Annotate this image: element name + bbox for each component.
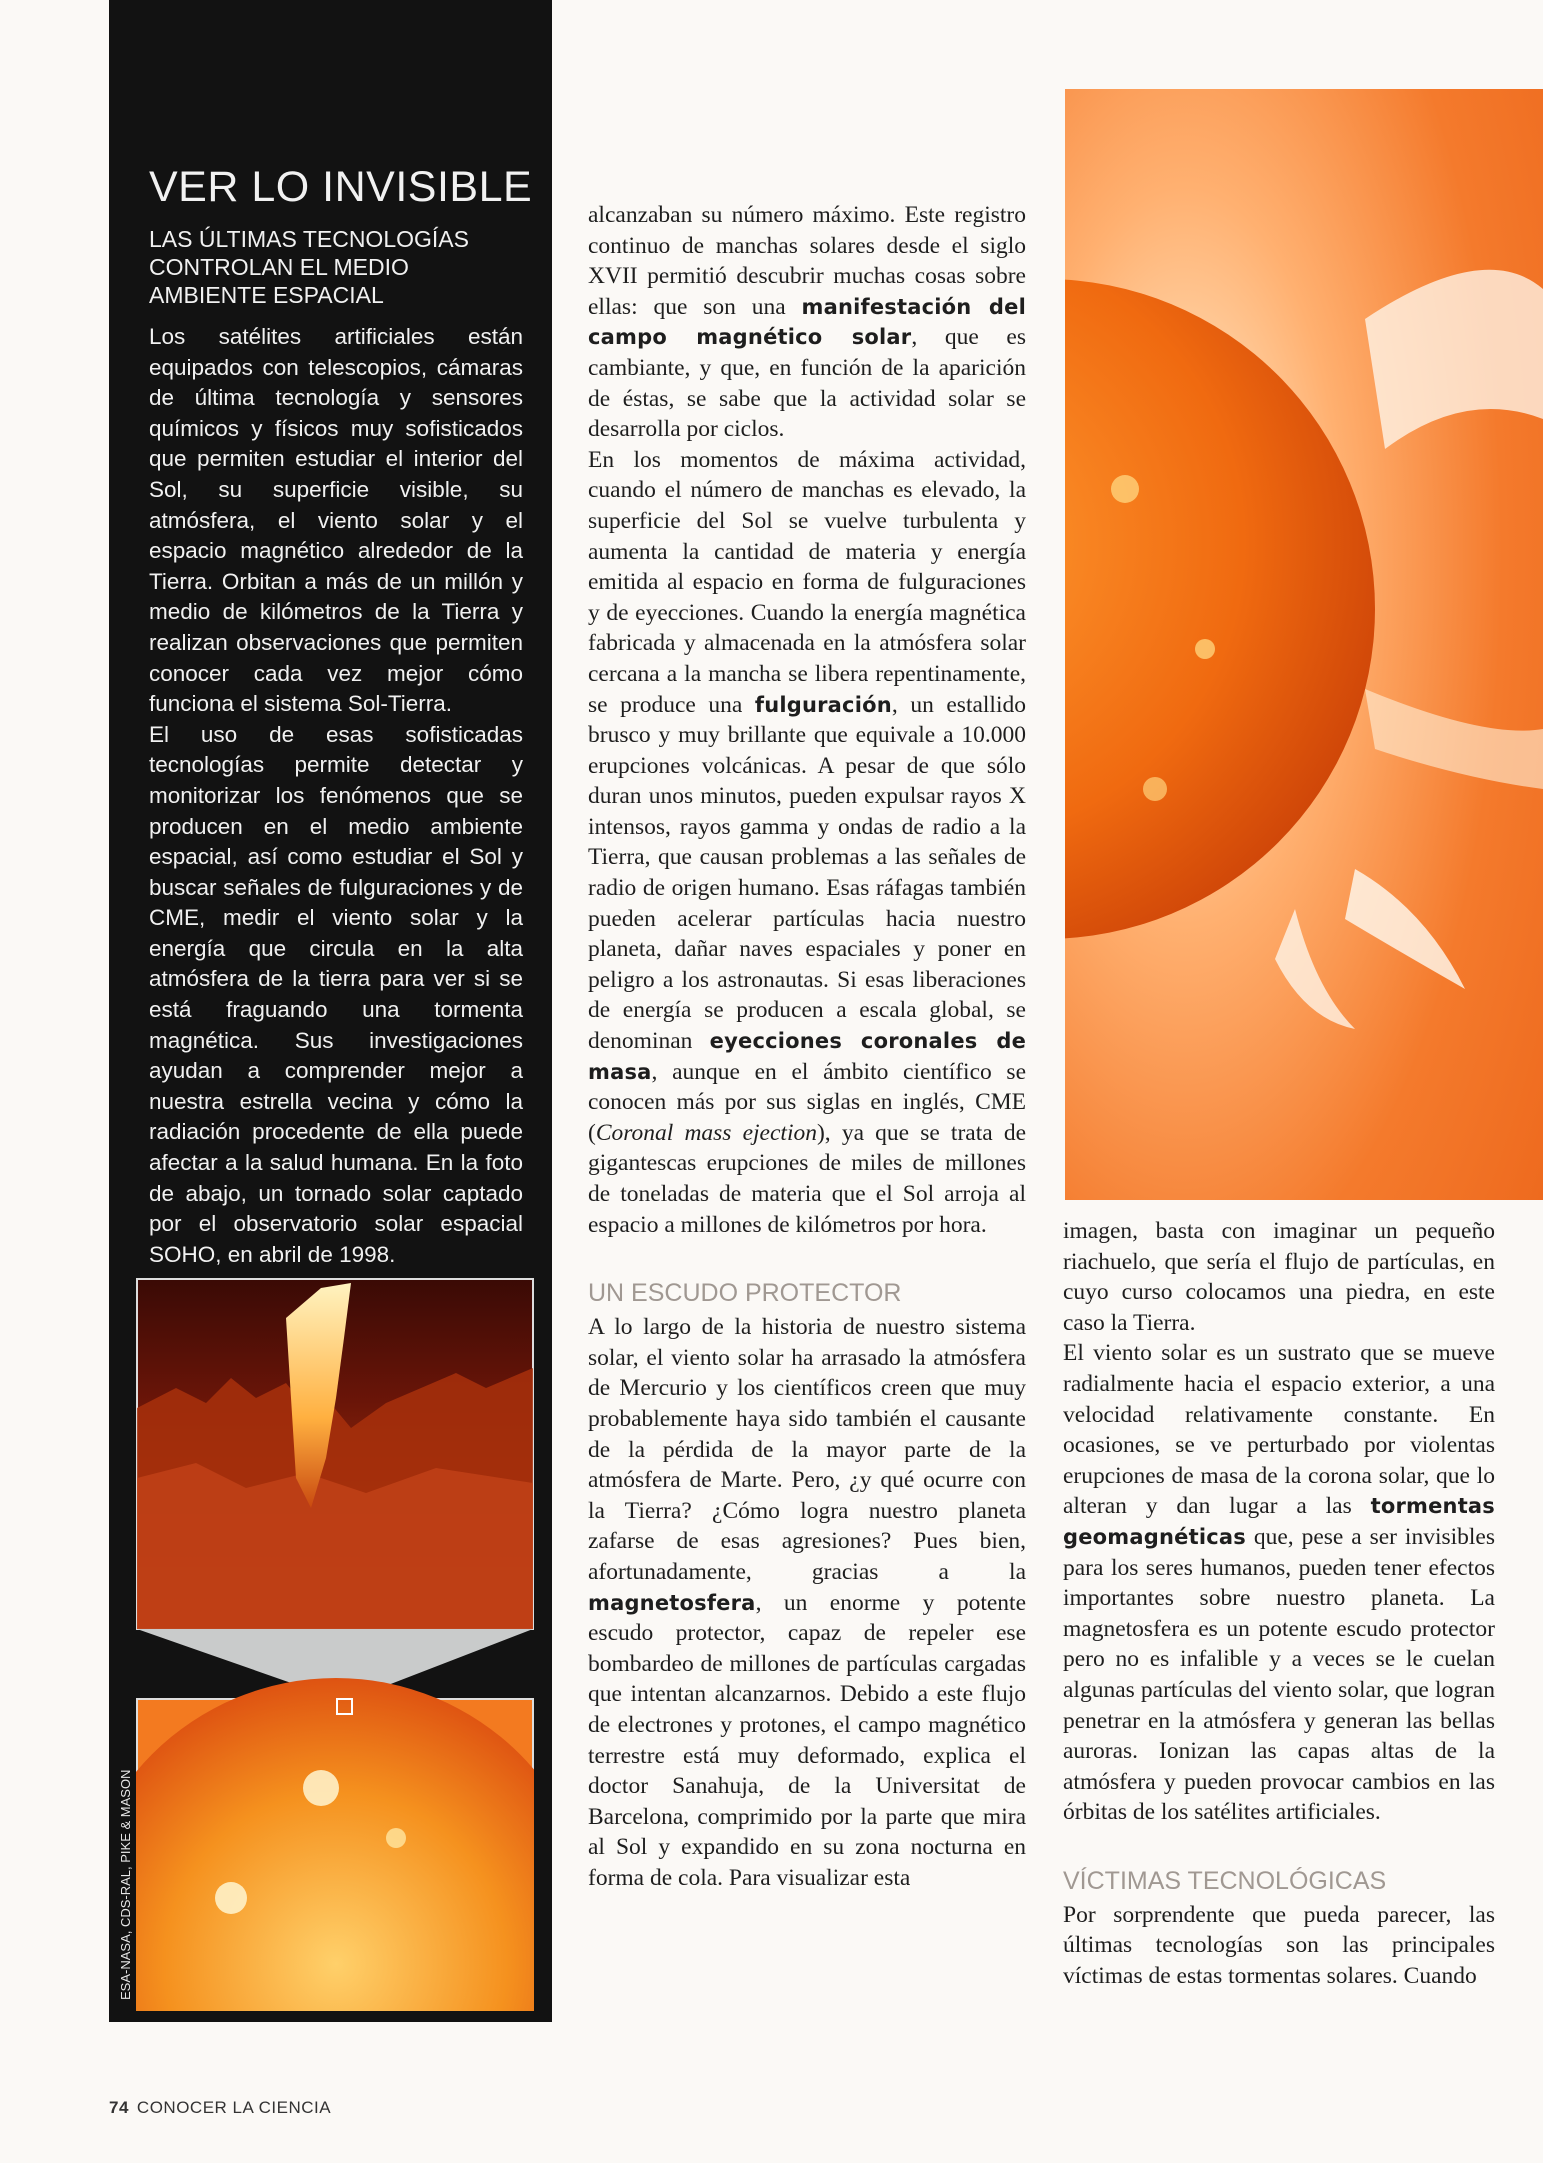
highlight-term: manifestación del campo magnético solar — [588, 294, 1026, 350]
section-heading: VÍCTIMAS TECNOLÓGICAS — [1063, 1866, 1387, 1895]
text-run: , un estallido brusco y muy brillante que equivale a 10.000 erupciones volcánicas. A pesar de que sólo duran unos minutos, pueden expulsar rayos X intensos, rayos gamma y ondas de radio a la Tierra, que causan problemas a las señales de radio de origen humano. Esas ráfagas también pueden acelerar partículas hacia nuestro planeta, dañar naves espaciales y poner en peligro a los astronautas. Si esas liberaciones de energía se producen a escala global, se denominan — [588, 691, 1026, 1055]
page-footer — [109, 2098, 331, 2118]
highlight-term: tormentas geomagnéticas — [1063, 1494, 1495, 1549]
article-column-right — [1063, 1216, 1495, 1992]
body-paragraph — [588, 200, 1026, 445]
sidebar-paragraph: El uso de esas sofisticadas tecnologías permite detectar y monitorizar los fenómenos que se producen en el medio ambiente espacial, así como estudiar el Sol y buscar señales de fulguraciones y de CME, medir el viento solar y la energía que circula en la alta atmósfera de la tierra para ver si se está fraguando una tormenta magnética. Sus investigaciones ayudan a comprender mejor a nuestra estrella vecina y cómo la radiación procedente de ella puede afectar a la salud humana. En la foto de abajo, un tornado solar captado por el observatorio solar espacial SOHO, en abril de 1998. — [149, 721, 523, 1267]
sidebar-paragraph: Los satélites artificiales están equipados con telescopios, cámaras de última tecnología y sensores químicos y físicos muy sofisticados que permiten estudiar el interior del Sol, su superficie visible, su atmósfera, el viento solar y el espacio magnético alrededor de la Tierra. Orbitan a más de un millón y medio de kilómetros de la Tierra y realizan observaciones que permiten conocer cada vez mejor cómo funciona el sistema Sol-Tierra. — [149, 324, 523, 717]
sidebar-subtitle: LAS ÚLTIMAS TECNOLOGÍAS CONTROLAN EL MEDIO AMBIENTE ESPACIAL — [149, 226, 469, 308]
highlight-term: eyecciones coronales de masa — [588, 1029, 1027, 1084]
sun-corona-image — [1065, 89, 1543, 1200]
text-run: , que es cambiante, y que, en función de la aparición de éstas, se sabe que la actividad solar se desarrolla por ciclos. — [588, 324, 1026, 443]
text-run: ), ya que se trata de gigantescas erupciones de miles de millones de toneladas de materia que el Sol arroja al espacio a millones de kilómetros por hora. — [588, 1119, 1026, 1238]
magazine-name: CONOCER LA CIENCIA — [136, 2098, 332, 2117]
highlight-term: fulguración — [754, 692, 892, 717]
section-heading: UN ESCUDO PROTECTOR — [588, 1279, 902, 1308]
article-column-middle — [588, 200, 1026, 1893]
text-run: El viento solar es un sustrato que se mueve radialmente hacia el espacio exterior, a una velocidad relativamente constante. En ocasiones, se ve perturbado por violentas erupciones de masa de la corona solar, que lo alteran y dan lugar a las — [1063, 1340, 1495, 1520]
sun-photo — [1065, 89, 1543, 1200]
page-number: 74 — [109, 2098, 129, 2117]
body-paragraph — [1063, 1338, 1495, 1828]
text-run: alcanzaban su número máximo. Este registro continuo de manchas solares desde el siglo XVII permitió descubrir muchas cosas sobre ellas: que son una — [588, 202, 1026, 320]
text-run: que, pese a ser invisibles para los seres humanos, pueden tener efectos importantes sobre nuestro planeta. La magnetosfera es un potente escudo protector pero no es infalible y a veces se le cuelan algunas partículas del viento solar, que logran penetrar en la atmósfera y generan las bellas auroras. Ionizan las capas altas de la atmósfera y pueden provocar cambios en las órbitas de los satélites artificiales. — [1063, 1523, 1495, 1826]
body-paragraph: imagen, basta con imaginar un pequeño riachuelo, que sería el flujo de partículas, en cuyo curso colocamos una piedra, en este caso la Tierra. — [1063, 1218, 1495, 1336]
solar-tornado-image — [136, 1278, 534, 2011]
highlight-term: magnetosfera — [588, 1590, 756, 1615]
text-run: , un enorme y potente escudo protector, capaz de repeler ese bombardeo de millones de partículas cargadas que intentan alcanzarnos. Debido a este flujo de electrones y protones, el campo magnético terrestre está muy deformado, explica el doctor Sanahuja, de la Universitat de Barcelona, comprimido por la parte que mira al Sol y expandido en su zona nocturna en forma de cola. Para visualizar esta — [588, 1589, 1026, 1891]
text-run: En los momentos de máxima actividad, cuando el número de manchas es elevado, la superficie del Sol se vuelve turbulenta y aumenta la cantidad de materia y energía emitida al espacio en forma de fulguraciones y de eyecciones. Cuando la energía magnética fabricada y almacenada en la atmósfera solar cercana a la mancha se libera repentinamente, se produce una — [588, 446, 1026, 718]
italic-term: Coronal mass ejection — [595, 1119, 817, 1146]
text-run: A lo largo de la historia de nuestro sistema solar, el viento solar ha arrasado la atmósfera de Mercurio y los científicos creen que muy probablemente haya sido también el causante de la pérdida de la mayor parte de la atmósfera de Marte. Pero, ¿y qué ocurre con la Tierra? ¿Cómo logra nuestro planeta zafarse de esas agresiones? Pues bien, afortunadamente, gracias a la — [588, 1314, 1026, 1585]
body-paragraph — [588, 1312, 1026, 1893]
body-paragraph: Por sorprendente que pueda parecer, las últimas tecnologías son las principales víctimas de estas tormentas solares. Cuando — [1063, 1901, 1495, 1990]
sidebar-body — [149, 322, 523, 1270]
sidebar-title: VER LO INVISIBLE — [149, 163, 533, 211]
text-run: , aunque en el ámbito científico se conocen más por sus siglas en inglés, CME ( — [588, 1058, 1026, 1146]
body-paragraph — [588, 445, 1026, 1240]
solar-tornado-figure — [136, 1278, 534, 2011]
sidebar-box — [109, 0, 552, 2022]
